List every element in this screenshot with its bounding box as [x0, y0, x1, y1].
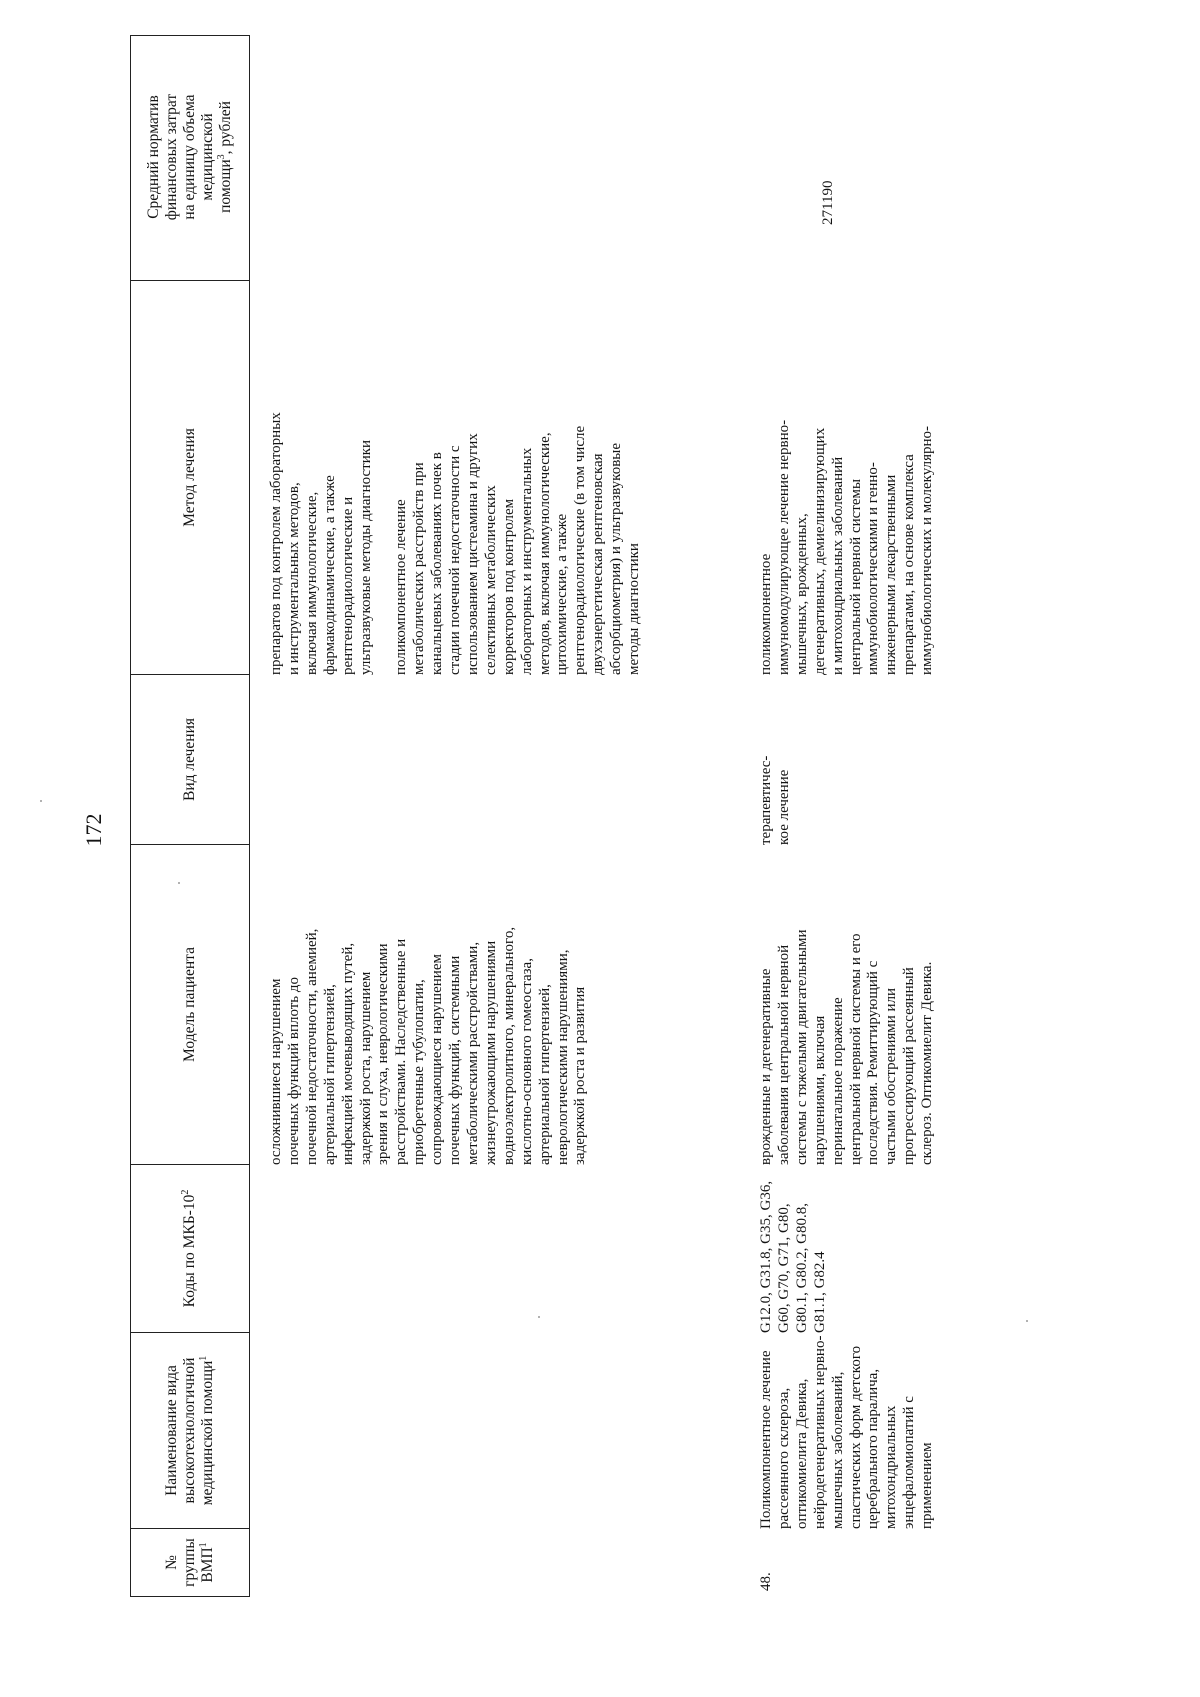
header-vmp-name: Наименование вида высокотехнологичной медицинской помощи$^1$ — [131, 1332, 249, 1528]
header-treatment-method: Метод лечения — [131, 280, 249, 674]
row-48-number: 48. — [758, 1572, 774, 1591]
scan-speck — [40, 800, 42, 802]
vmp-table — [130, 35, 1080, 1597]
header-treatment-type: Вид лечения — [131, 674, 249, 844]
row-48-treatment-type: терапевтичес- кое лечение — [758, 755, 792, 845]
row-48-icd-codes: G12.0, G31.8, G35, G36, G60, G70, G71, G80, G80.1, G80.2, G80.8, G81.1, G82.4 — [758, 1180, 828, 1333]
scan-speck — [538, 1316, 540, 1318]
header-cost-norm: Средний норматив финансовых затрат на единицу объема медицинской помощи$^3$, рублей — [145, 93, 234, 221]
row-48-patient-model: врожденные и дегенеративные заболевания центральной нервной системы с тяжелыми двигательными нарушениями, включая перинатальное поражение центральной нервной системы и его последствия. Ремиттирующий с частыми обострениями или прогрессирующий рассеянный склероз. Оптикомиелит Девика. — [758, 929, 936, 1165]
header-group-number: № группы ВМП$^1$ — [131, 1528, 249, 1596]
row-48-treatment-method: поликомпонентное иммуномодулирующее лечение нервно- мышечных, врожденных, дегенеративных, демиелинизирующих и митохондриальных заболеваний центральной нервной системы иммунобиологическими и генно- инженерными лекарственными препаратами, на основе комплекса иммунобиологических и молекулярно- — [758, 419, 936, 675]
table-header — [130, 35, 250, 1597]
row-48-cost: 271190 — [820, 180, 836, 225]
continued-treatment-method: препаратов под контролем лабораторных и инструментальных методов, включая иммунологические, фармакодинамические, а также рентгенорадиологические и ультразвуковые методы диагностики поликомпонентное лечение метаболических расстройств при канальцевых заболеваниях почек в стадии почечной недостаточности с использованием цистеамина и других селективных метаболических корректоров под контролем лабораторных и инструментальных методов, включая иммунологические, цитохимические, а также рентгенорадиологические (в том числе двухэнергетическая рентгеновская абсорбциометрия) и ультразвуковые методы диагностики — [268, 412, 643, 675]
header-patient-model: Модель пациента — [131, 844, 249, 1164]
scan-speck — [1026, 1320, 1028, 1322]
row-48-vmp-name: Поликомпонентное лечение рассеянного склероза, оптикомиелита Девика, нейродегенеративных нервно- мышечных заболеваний, спастических форм детского церебрального паралича, митохондриальных энцефаломиопатий с применением — [758, 1335, 936, 1529]
continued-patient-model: осложнившиеся нарушением почечных функций вплоть до почечной недостаточности, анемией, артериальной гипертензией, инфекцией мочевыводящих путей, задержкой роста, нарушением зрения и слуха, неврологическими расстройствами. Наследственные и приобретенные тубулопатии, сопровождающиеся нарушением почечных функций, системными метаболическими расстройствами, жизнеугрожающими нарушениями водноэлектролитного, минерального, кислотно-основного гомеостаза, артериальной гипертензией, неврологическими нарушениями, задержкой роста и развития — [268, 926, 589, 1165]
page-number: 172 — [81, 813, 106, 847]
header-icd-codes: Коды по МКБ-$10^2$ — [131, 1164, 249, 1332]
scan-speck — [178, 882, 180, 884]
